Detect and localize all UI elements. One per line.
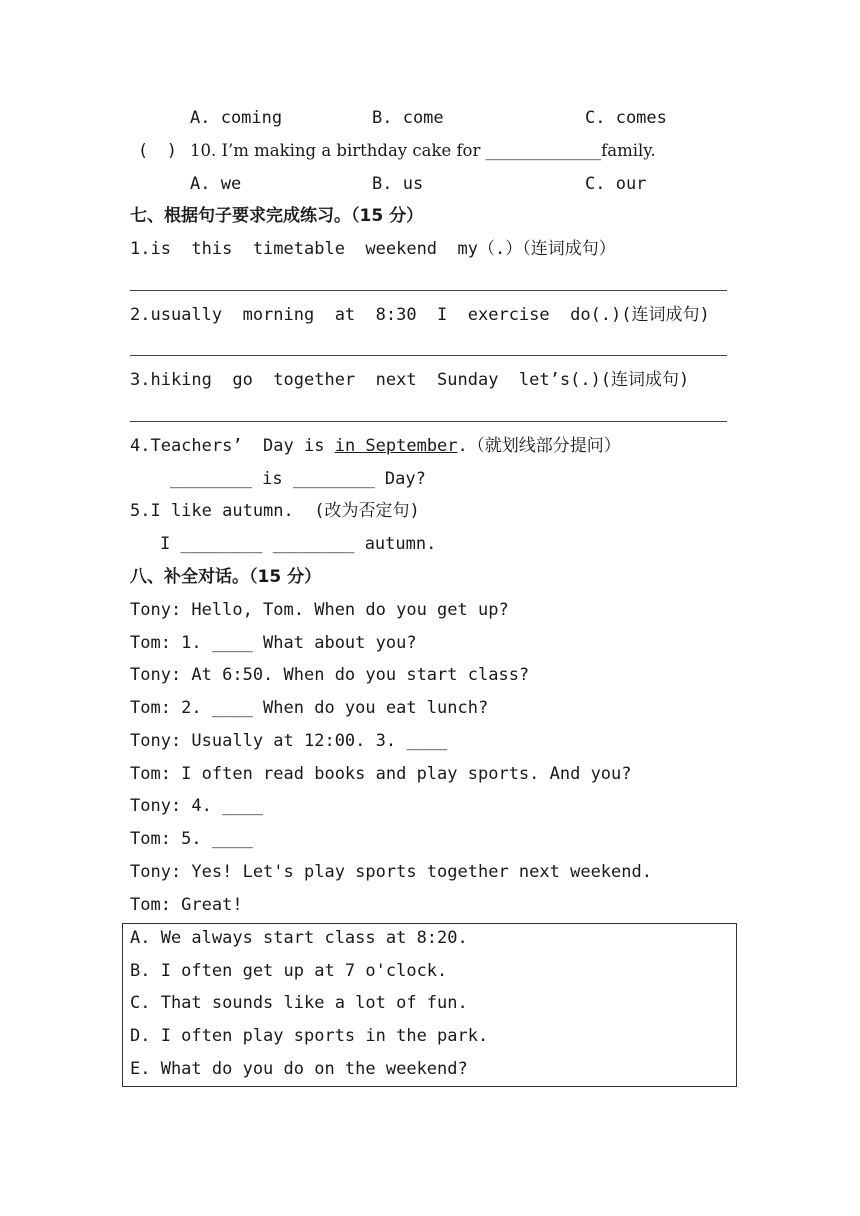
q10-option-a: A. we <box>190 174 242 194</box>
dialogue-line: Tony: Hello, Tom. When do you get up? <box>130 600 509 620</box>
q9-option-a: A. coming <box>190 108 283 128</box>
choice-item: E. What do you do on the weekend? <box>130 1059 468 1079</box>
section7-heading: 七、根据句子要求完成练习。（15 分） <box>130 206 424 226</box>
choice-item: D. I often play sports in the park. <box>130 1026 489 1046</box>
dialogue-line: Tom: 1. ____ What about you? <box>130 633 417 653</box>
q10-option-b: B. us <box>372 174 424 194</box>
choice-item: B. I often get up at 7 o'clock. <box>130 961 448 981</box>
choice-item: A. We always start class at 8:20. <box>130 928 468 948</box>
dialogue-line: Tony: Yes! Let's play sports together next weekend. <box>130 862 652 882</box>
q10-answer-paren: ( ) <box>140 141 175 161</box>
item4-prefix: 4.Teachers’ Day is <box>130 436 335 456</box>
section7-item2: 2.usually morning at 8:30 I exercise do(.)(连词成句) <box>130 305 710 325</box>
answer-line-1 <box>130 290 727 291</box>
section7-item4-answer: ________ is ________ Day? <box>170 469 426 489</box>
section7-item5: 5.I like autumn. (改为否定句) <box>130 501 420 521</box>
section7-item3: 3.hiking go together next Sunday let’s(.)(连词成句) <box>130 370 690 390</box>
section7-item4 <box>130 436 621 456</box>
dialogue-line: Tom: 5. ____ <box>130 829 253 849</box>
q9-option-c: C. comes <box>585 108 667 128</box>
answer-line-2 <box>130 355 727 356</box>
dialogue-line: Tony: Usually at 12:00. 3. ____ <box>130 731 448 751</box>
section7-item5-answer: I ________ ________ autumn. <box>160 534 437 554</box>
dialogue-line: Tom: 2. ____ When do you eat lunch? <box>130 698 489 718</box>
item4-underlined: in September <box>334 436 458 456</box>
dialogue-line: Tom: Great! <box>130 895 243 915</box>
q10-option-c: C. our <box>585 174 647 194</box>
q10-text: 10. I’m making a birthday cake for ______________family. <box>190 141 656 160</box>
dialogue-line: Tony: At 6:50. When do you start class? <box>130 665 530 685</box>
dialogue-line: Tom: I often read books and play sports. And you? <box>130 764 632 784</box>
answer-line-3 <box>130 421 727 422</box>
q9-option-b: B. come <box>372 108 444 128</box>
choice-item: C. That sounds like a lot of fun. <box>130 993 468 1013</box>
item4-suffix: .（就划线部分提问） <box>457 436 621 456</box>
dialogue-line: Tony: 4. ____ <box>130 796 264 816</box>
section8-heading: 八、补全对话。（15 分） <box>130 567 322 587</box>
section7-item1: 1.is this timetable weekend my（.）（连词成句） <box>130 239 616 259</box>
